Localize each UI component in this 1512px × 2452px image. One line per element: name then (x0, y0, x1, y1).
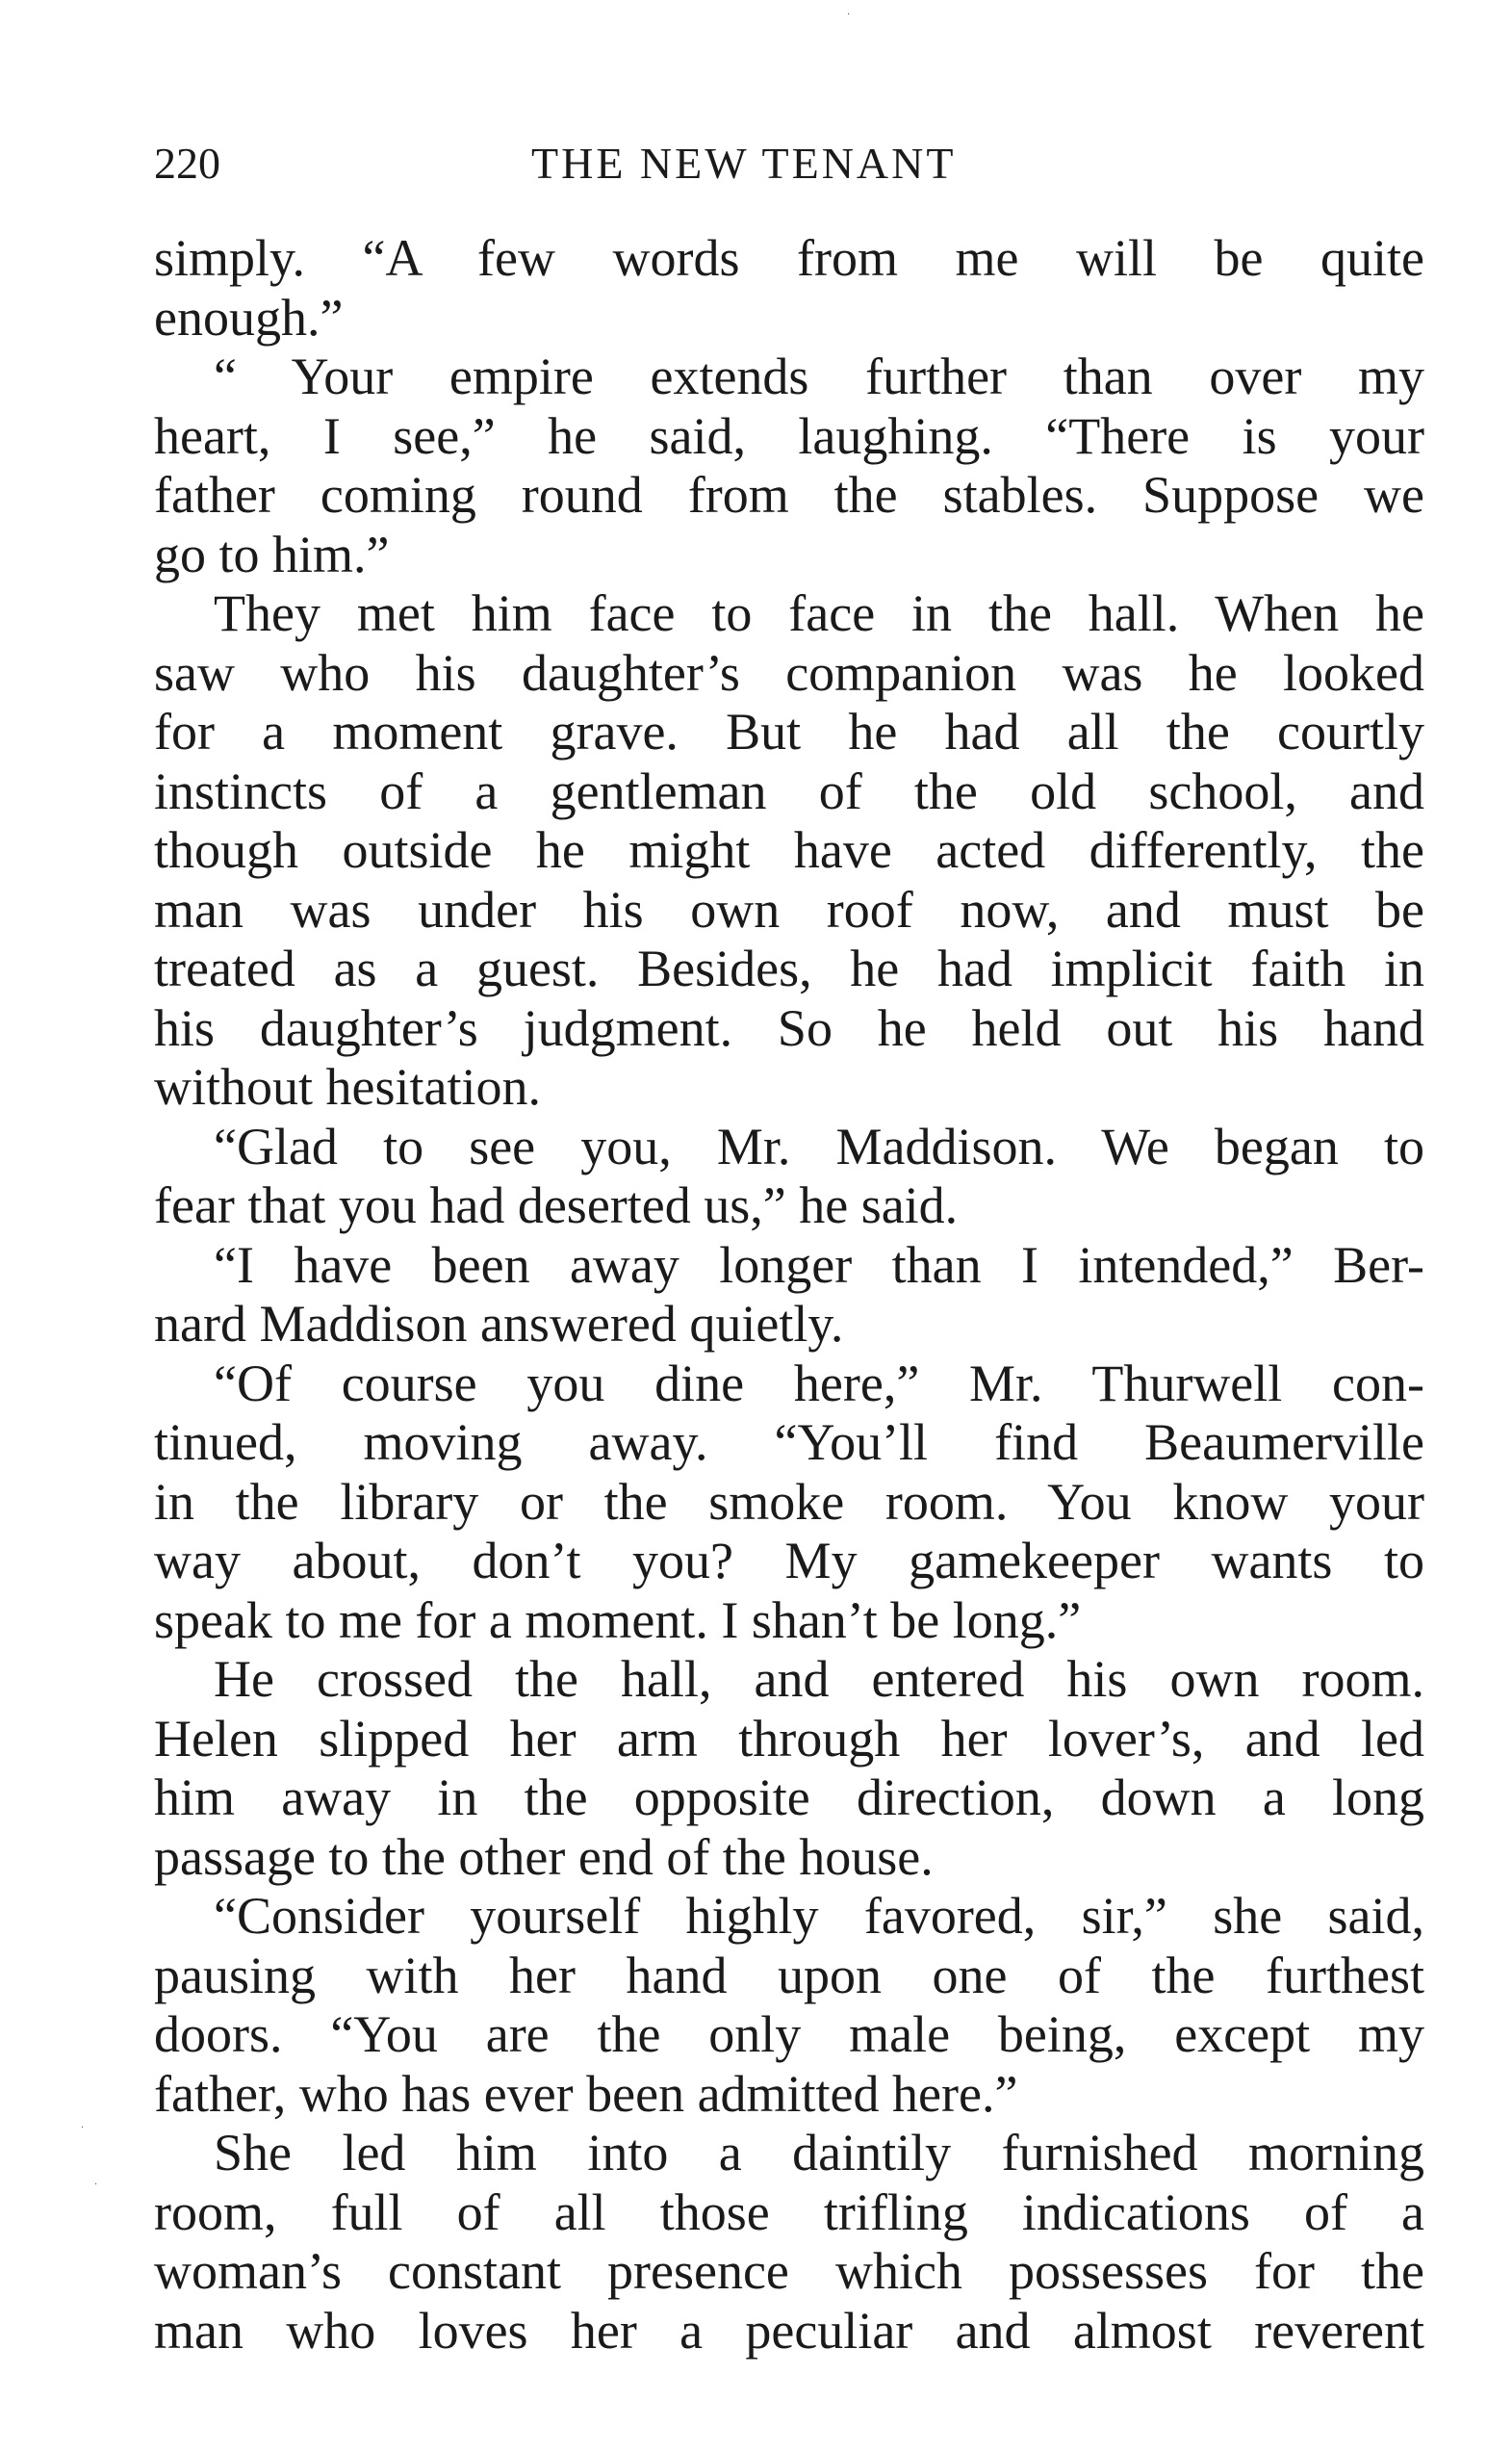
text-line: “ Your empire extends further than over my (214, 348, 1424, 405)
text-line: woman’s constant presence which possesses for the (154, 2242, 1424, 2300)
text-line: man was under his own roof now, and must be (154, 880, 1424, 939)
text-line: She led him into a daintily furnished morning (214, 2124, 1424, 2181)
text-line: though outside he might have acted differently, the (154, 821, 1424, 879)
text-line: passage to the other end of the house. (154, 1827, 934, 1886)
text-line: tinued, moving away. “You’ll find Beaumerville (154, 1413, 1424, 1471)
text-line: treated as a guest. Besides, he had implicit faith in (154, 940, 1424, 997)
text-line: for a moment grave. But he had all the courtly (154, 703, 1424, 761)
page-number: 220 (154, 139, 220, 188)
text-line: pausing with her hand upon one of the furthest (154, 1946, 1424, 2004)
text-line: enough.” (154, 288, 344, 347)
text-line: nard Maddison answered quietly. (154, 1295, 844, 1353)
running-title: THE NEW TENANT (531, 139, 957, 188)
text-line: They met him face to face in the hall. When he (214, 584, 1424, 642)
scan-speck: · (81, 2123, 85, 2133)
text-line: heart, I see,” he said, laughing. “There is your (154, 406, 1424, 465)
text-line: doors. “You are the only male being, except my (154, 2005, 1424, 2063)
text-line: his daughter’s judgment. So he held out his hand (154, 998, 1424, 1057)
text-line: way about, don’t you? My gamekeeper wants to (154, 1532, 1424, 1589)
text-line: speak to me for a moment. I shan’t be long.” (154, 1590, 1082, 1649)
text-line: go to him.” (154, 525, 390, 583)
text-line: “I have been away longer than I intended,” Ber- (214, 1235, 1424, 1294)
body-text (154, 229, 1424, 2361)
text-line: “Glad to see you, Mr. Maddison. We began to (214, 1117, 1424, 1175)
text-line: saw who his daughter’s companion was he looked (154, 643, 1424, 702)
scan-speck: · (847, 10, 851, 20)
text-line: father, who has ever been admitted here.” (154, 2064, 1018, 2123)
text-line: “Consider yourself highly favored, sir,” she said, (214, 1887, 1424, 1945)
text-line: in the library or the smoke room. You know your (154, 1472, 1424, 1531)
text-line: “Of course you dine here,” Mr. Thurwell con- (214, 1354, 1424, 1412)
scan-speck: · (94, 2180, 98, 2190)
text-line: instincts of a gentleman of the old school, and (154, 761, 1424, 820)
text-line: Helen slipped her arm through her lover’s, and led (154, 1709, 1424, 1768)
text-line: father coming round from the stables. Suppose we (154, 466, 1424, 524)
text-line: He crossed the hall, and entered his own room. (214, 1650, 1424, 1708)
text-line: simply. “A few words from me will be quite (154, 229, 1424, 287)
running-head (154, 135, 1424, 193)
text-line: man who loves her a peculiar and almost reverent (154, 2301, 1424, 2360)
text-line: fear that you had deserted us,” he said. (154, 1176, 959, 1234)
text-line: him away in the opposite direction, down a long (154, 1768, 1424, 1826)
text-line: without hesitation. (154, 1058, 541, 1116)
text-line: room, full of all those trifling indications of a (154, 2182, 1424, 2241)
